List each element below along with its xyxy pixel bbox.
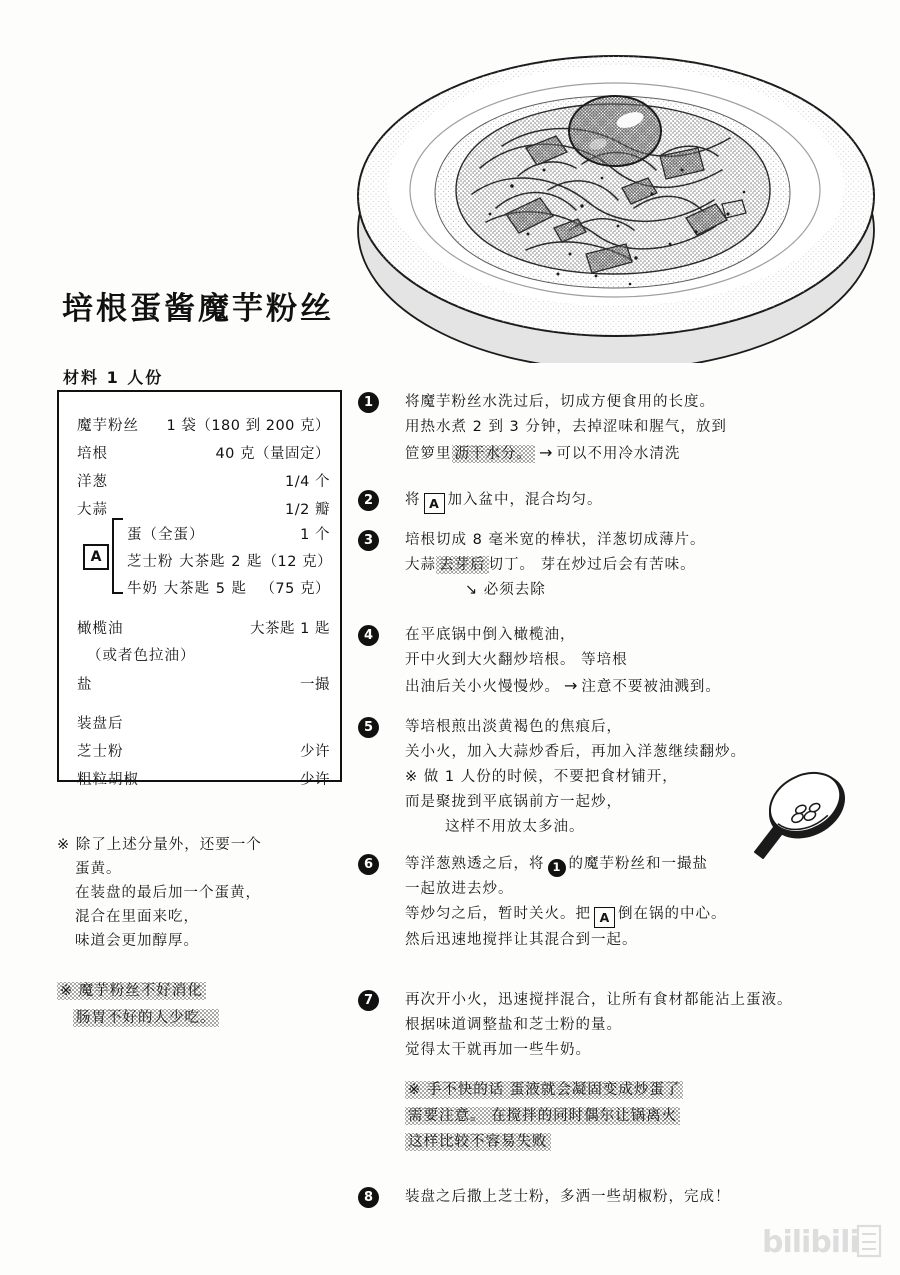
step-body bbox=[405, 623, 900, 700]
step-number-badge: 8 bbox=[358, 1187, 379, 1208]
ingredient-row bbox=[77, 498, 330, 519]
ingredient-amount: 大茶匙 1 匙 bbox=[250, 621, 330, 637]
arrow-note-text: 注意不要被油溅到。 bbox=[581, 679, 721, 695]
ingredient-name: 橄榄油 bbox=[77, 621, 124, 637]
step-line-prefix: 将 bbox=[405, 492, 421, 508]
ingredient-name: 芝士粉 大茶匙 2 匙 bbox=[127, 554, 263, 570]
ingredient-name: 蛋（全蛋） bbox=[127, 527, 205, 543]
step-line: 等培根煎出淡黄褐色的焦痕后， bbox=[405, 719, 622, 735]
ingredient-row bbox=[127, 550, 333, 571]
step-highlight: 需要注意。 在搅拌的同时偶尔让锅离火 bbox=[405, 1107, 680, 1125]
step-1 bbox=[355, 390, 900, 467]
step-body bbox=[405, 528, 900, 603]
ingredient-name: 牛奶 大茶匙 5 匙 bbox=[127, 581, 248, 597]
yolk-note bbox=[57, 833, 357, 953]
step-line-prefix: 笸箩里 bbox=[405, 446, 452, 462]
step-number-badge: 3 bbox=[358, 530, 379, 551]
yolk-note-line5: 味道会更加醇厚。 bbox=[75, 933, 199, 949]
page-title: 培根蛋酱魔芋粉丝 bbox=[62, 291, 334, 327]
step-line: 再次开小火，迅速搅拌混合，让所有食材都能沾上蛋液。 bbox=[405, 992, 793, 1008]
ingredient-row bbox=[87, 644, 330, 665]
step-line bbox=[405, 488, 900, 514]
ingredient-amount: 一撮 bbox=[300, 677, 330, 693]
ingredient-name: 洋葱 bbox=[77, 474, 108, 490]
ingredient-row bbox=[77, 414, 330, 435]
ingredient-name: 粗粒胡椒 bbox=[77, 772, 139, 788]
bilibili-watermark bbox=[762, 1218, 882, 1264]
frying-pan-icon bbox=[745, 762, 865, 867]
ingredient-name: 盐 bbox=[77, 677, 93, 693]
step-line bbox=[405, 673, 900, 700]
ingredient-name: 培根 bbox=[77, 446, 108, 462]
ingredient-amount: （12 克） bbox=[262, 554, 333, 570]
svg-text:bilibili: bilibili bbox=[762, 1225, 859, 1260]
digestion-note-line1: ※ 魔芋粉丝不好消化 bbox=[57, 982, 206, 1000]
step-line: 装盘之后撒上芝士粉，多洒一些胡椒粉，完成！ bbox=[405, 1189, 731, 1205]
step-body bbox=[405, 488, 900, 514]
step-highlight: 去芽后 bbox=[436, 556, 489, 574]
ingredients-list bbox=[59, 392, 340, 788]
step-7-warning-block bbox=[405, 1077, 900, 1155]
step-body bbox=[405, 852, 900, 953]
step-line bbox=[405, 440, 900, 467]
step-line bbox=[405, 902, 900, 928]
ingredients-heading: 材料 1 人份 bbox=[63, 368, 164, 387]
ingredient-amount: 40 克（量固定） bbox=[215, 446, 330, 462]
ingredient-row bbox=[77, 617, 330, 638]
digestion-note bbox=[57, 978, 357, 1032]
step-highlight: 这样比较不容易失败 bbox=[405, 1133, 551, 1151]
step-line: 培根切成 8 毫米宽的棒状，洋葱切成薄片。 bbox=[405, 532, 706, 548]
group-a-bracket bbox=[112, 518, 123, 594]
arrow-icon: → bbox=[564, 676, 578, 695]
ingredient-row bbox=[77, 442, 330, 463]
step-8 bbox=[355, 1185, 900, 1210]
yolk-note-line3: 在装盘的最后加一个蛋黄， bbox=[75, 885, 261, 901]
step-number-badge: 6 bbox=[358, 854, 379, 875]
ingredient-row bbox=[127, 577, 330, 598]
step-6 bbox=[355, 852, 900, 953]
step-line-suffix: 加入盆中，混合均匀。 bbox=[447, 492, 603, 508]
arrow-icon: → bbox=[539, 443, 553, 462]
ingredient-amount: （75 克） bbox=[260, 581, 330, 597]
step-line: 关小火，加入大蒜炒香后，再加入洋葱继续翻炒。 bbox=[405, 744, 746, 760]
ingredient-amount: 1 个 bbox=[300, 527, 330, 543]
step-line: 开中火到大火翻炒培根。 等培根 bbox=[405, 652, 628, 668]
step-4 bbox=[355, 623, 900, 700]
step-2 bbox=[355, 488, 900, 514]
boxed-a-marker: A bbox=[594, 907, 615, 928]
step-line-prefix: 等洋葱熟透之后，将 bbox=[405, 856, 545, 872]
ingredient-name: 芝士粉 bbox=[77, 744, 124, 760]
ingredient-row bbox=[77, 673, 330, 694]
step-line: 然后迅速地搅拌让其混合到一起。 bbox=[405, 932, 638, 948]
step-line-suffix: 倒在锅的中心。 bbox=[618, 906, 727, 922]
step-line bbox=[405, 553, 900, 578]
dish-illustration bbox=[330, 18, 900, 363]
step-line: 一起放进去炒。 bbox=[405, 881, 514, 897]
ingredient-amount: 1/4 个 bbox=[285, 474, 330, 490]
step-line-suffix: 的魔芋粉丝和一撮盐 bbox=[568, 856, 708, 872]
step-body bbox=[405, 390, 900, 467]
ingredients-box bbox=[57, 390, 342, 788]
yolk-note-line1: ※ 除了上述分量外，还要一个 bbox=[57, 837, 262, 853]
step-line: 在平底锅中倒入橄榄油， bbox=[405, 627, 576, 643]
yolk-note-line2: 蛋黄。 bbox=[75, 861, 122, 877]
boxed-a-marker: A bbox=[424, 493, 445, 514]
step-number-badge: 1 bbox=[358, 392, 379, 413]
group-a-label: A bbox=[83, 544, 109, 570]
step-line-text: 出油后关小火慢慢炒。 bbox=[405, 679, 560, 695]
step-3 bbox=[355, 528, 900, 603]
after-plating-label: 装盘后 bbox=[77, 716, 124, 732]
step-line: 觉得太干就再加一些牛奶。 bbox=[405, 1042, 591, 1058]
ingredient-name: （或者色拉油） bbox=[87, 648, 196, 664]
ingredient-row bbox=[77, 768, 330, 789]
ingredient-name: 魔芋粉丝 bbox=[77, 418, 139, 434]
step-ref-circle-1: 1 bbox=[548, 859, 566, 877]
ingredient-name: 大蒜 bbox=[77, 502, 108, 518]
step-highlight: 沥干水分。 bbox=[452, 445, 536, 463]
step-highlight: ※ 手不快的话 蛋液就会凝固变成炒蛋了 bbox=[405, 1081, 683, 1099]
sub-arrow-note: ↘ 必须去除 bbox=[465, 582, 546, 598]
ingredient-amount: 1/2 瓣 bbox=[285, 502, 330, 518]
step-body bbox=[405, 988, 900, 1155]
step-number-badge: 7 bbox=[358, 990, 379, 1011]
ingredient-row bbox=[77, 470, 330, 491]
step-7 bbox=[355, 988, 900, 1155]
yolk-note-line4: 混合在里面来吃， bbox=[75, 909, 199, 925]
step-number-badge: 4 bbox=[358, 625, 379, 646]
step-line: ※ 做 1 人份的时候，不要把食材铺开， bbox=[405, 769, 678, 785]
step-line: 而是聚拢到平底锅前方一起炒， bbox=[405, 794, 622, 810]
ingredient-amount: 少许 bbox=[300, 772, 330, 788]
step-line: 用热水煮 2 到 3 分钟，去掉涩味和腥气，放到 bbox=[405, 419, 727, 435]
step-line-suffix: 切丁。 芽在炒过后会有苦味。 bbox=[488, 557, 696, 573]
step-line-prefix: 等炒匀之后，暂时关火。把 bbox=[405, 906, 591, 922]
ingredient-amount: 1 袋（180 到 200 克） bbox=[166, 418, 330, 434]
step-line: 将魔芋粉丝水洗过后，切成方便食用的长度。 bbox=[405, 394, 715, 410]
ingredient-row bbox=[77, 740, 330, 761]
ingredient-amount: 少许 bbox=[300, 744, 330, 760]
arrow-note-text: 可以不用冷水清洗 bbox=[556, 446, 681, 462]
step-line: 这样不用放太多油。 bbox=[445, 819, 585, 835]
step-body bbox=[405, 1185, 900, 1210]
digestion-note-line2: 肠胃不好的人少吃。 bbox=[73, 1009, 219, 1027]
step-number-badge: 2 bbox=[358, 490, 379, 511]
step-line-prefix: 大蒜 bbox=[405, 557, 436, 573]
step-line: 根据味道调整盐和芝士粉的量。 bbox=[405, 1017, 622, 1033]
step-number-badge: 5 bbox=[358, 717, 379, 738]
ingredient-row bbox=[127, 523, 330, 544]
